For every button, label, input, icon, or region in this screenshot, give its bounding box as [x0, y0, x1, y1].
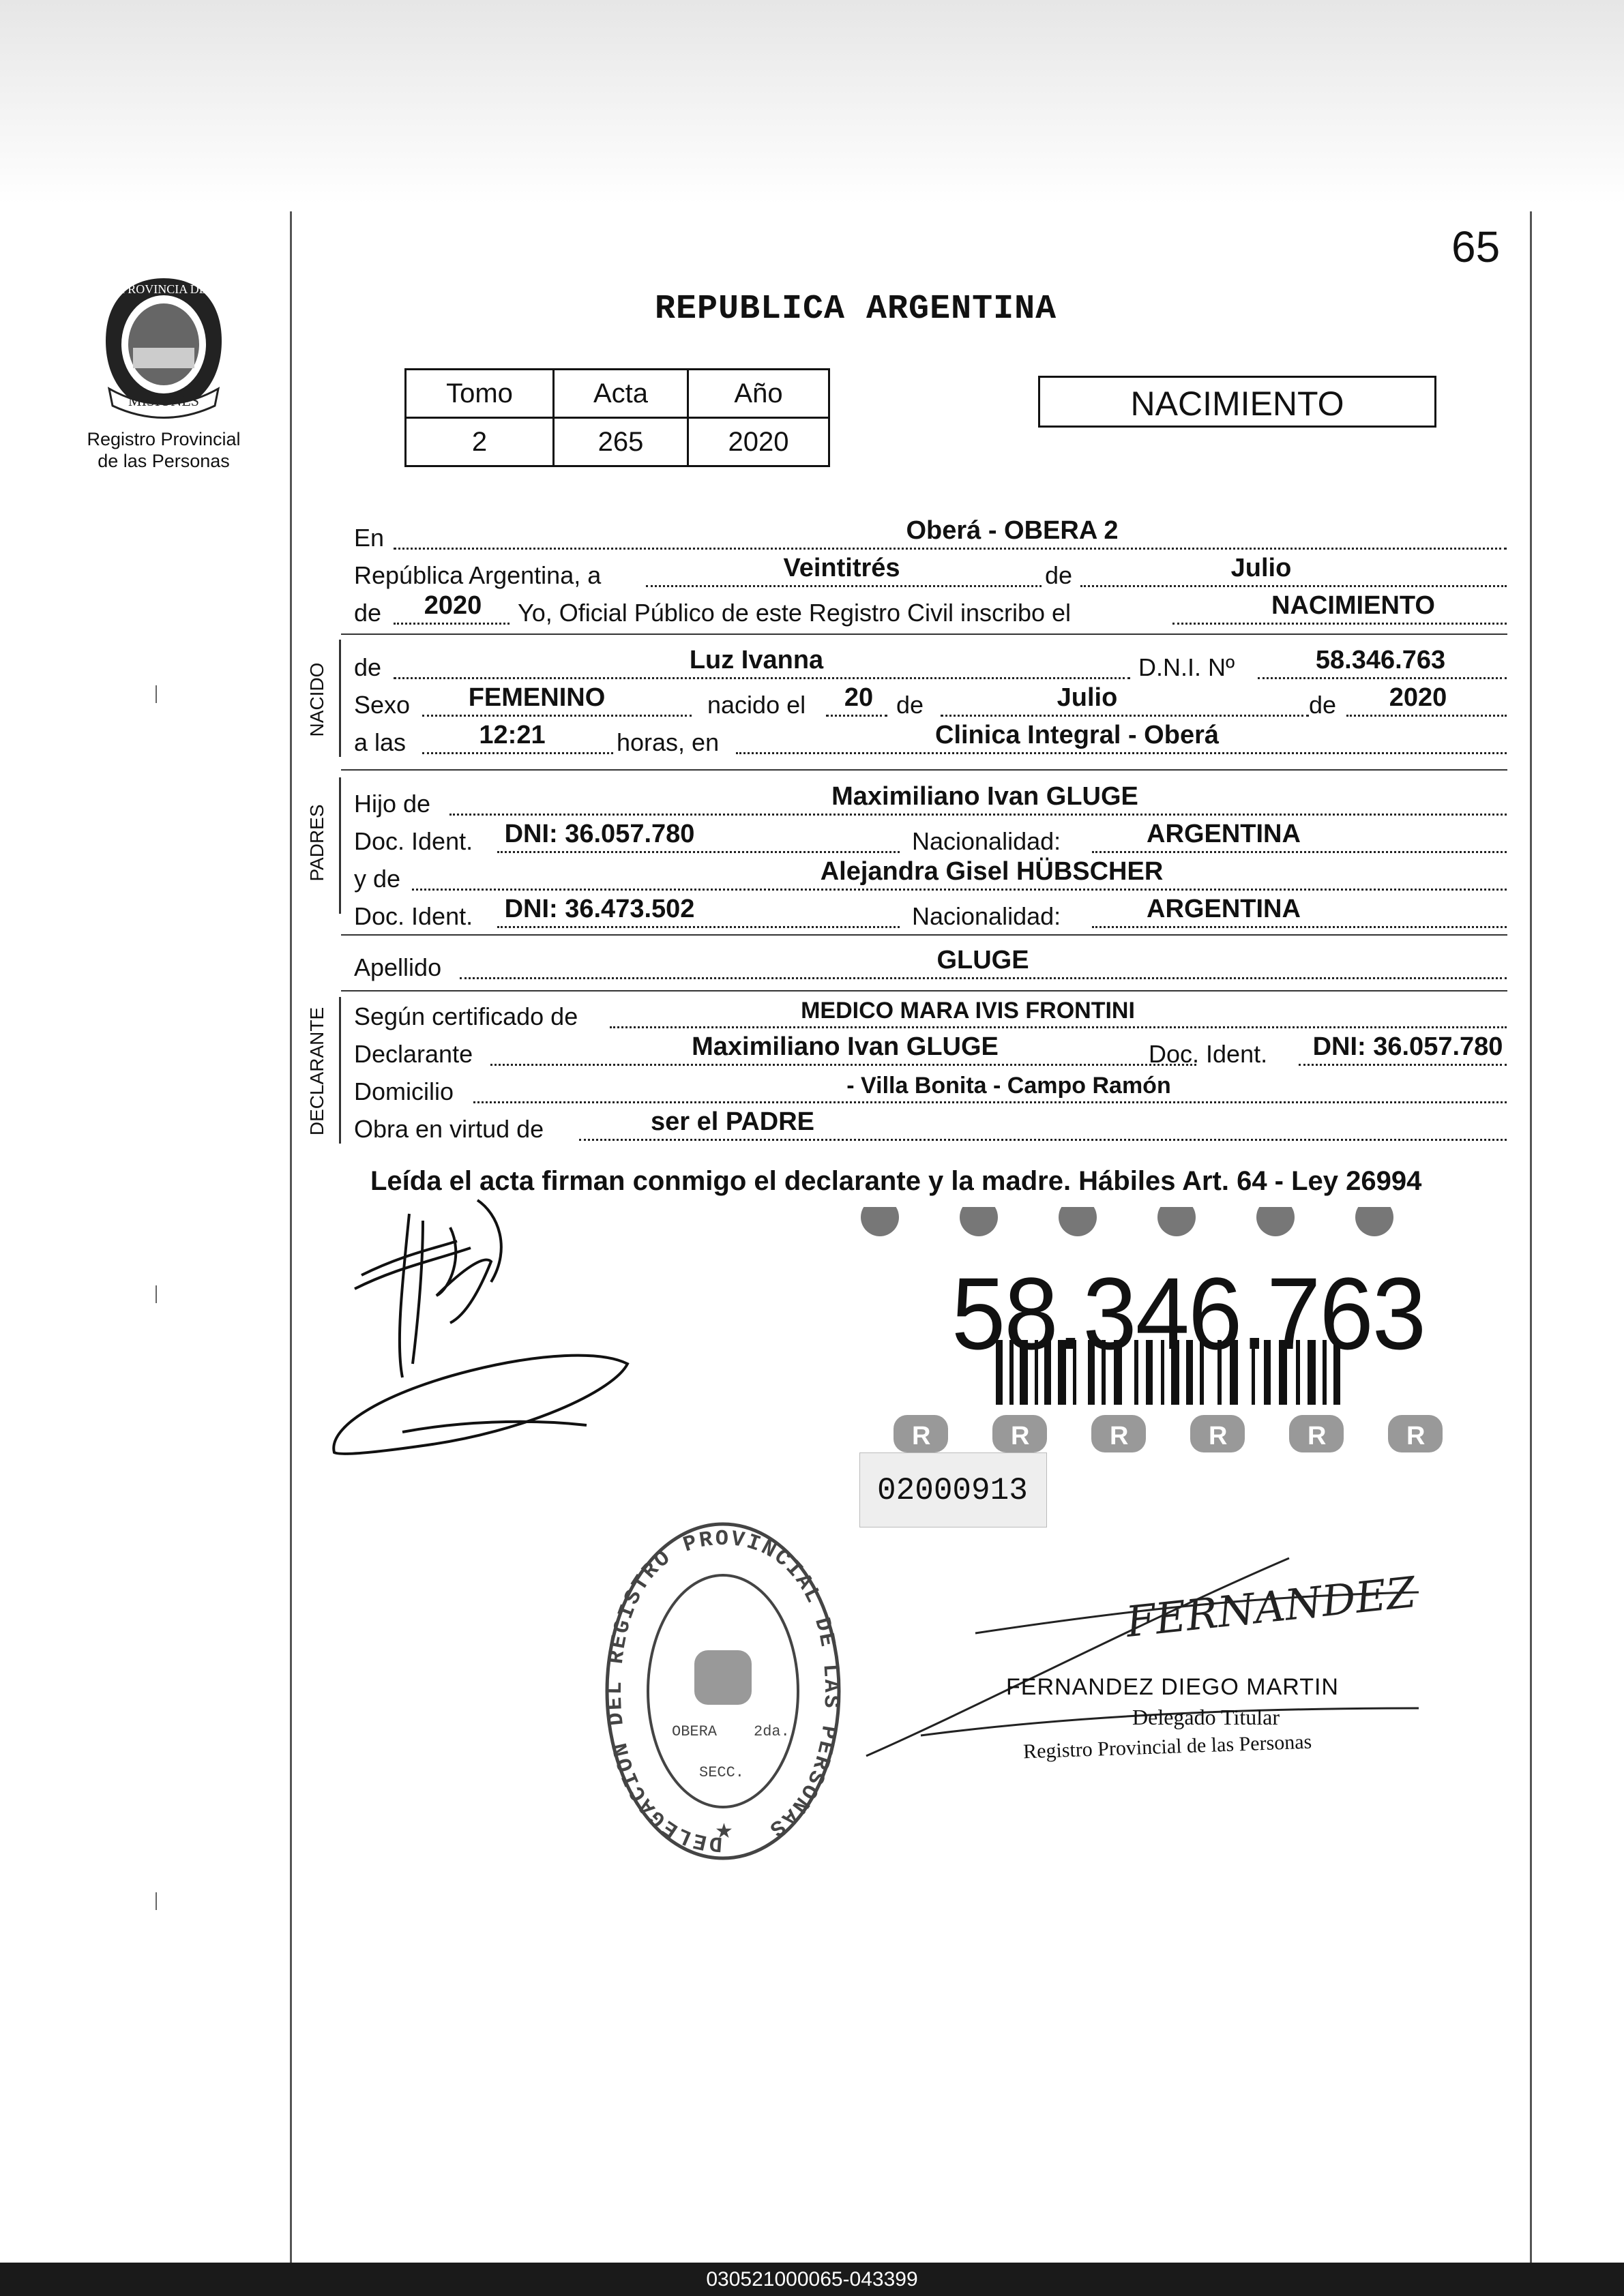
dotted-line	[412, 888, 1507, 891]
inscribe-value: NACIMIENTO	[1271, 591, 1435, 620]
hijo-value: Maximiliano Ivan GLUGE	[831, 782, 1138, 811]
republica-day-value: Veintitrés	[783, 554, 900, 582]
dotted-line	[460, 976, 1507, 979]
cert-value: MEDICO MARA IVIS FRONTINI	[801, 998, 1135, 1024]
dotted-line	[1258, 676, 1507, 679]
row-nacido-name	[354, 648, 1507, 682]
nacido-de3-label: de	[1309, 691, 1337, 719]
year-de-label: de	[354, 599, 382, 627]
dotted-line	[1092, 850, 1507, 853]
alas-value: 12:21	[479, 721, 546, 749]
sexo-value: FEMENINO	[468, 683, 606, 712]
dotted-line	[497, 850, 900, 853]
signatory-role: Delegado Titular	[1132, 1705, 1280, 1729]
yde-label: y de	[354, 865, 401, 893]
yo-text: Yo, Oficial Público de este Registro Civil inscribo el	[518, 599, 1072, 627]
dotted-line	[826, 714, 887, 717]
page-number: 65	[1451, 222, 1501, 271]
section-separator	[341, 633, 1507, 635]
section-separator	[341, 990, 1507, 992]
row-hijo-de	[354, 784, 1507, 818]
pattern-letter: R	[1110, 1422, 1129, 1450]
republica-month-value: Julio	[1230, 554, 1292, 582]
punch-mark	[156, 1285, 157, 1303]
value-acta: 265	[554, 418, 688, 466]
value-tomo: 2	[406, 418, 554, 466]
dotted-line	[579, 1138, 1507, 1141]
year-value: 2020	[424, 591, 482, 620]
dotted-line	[1092, 925, 1507, 928]
dotted-line	[1080, 584, 1507, 587]
stamp-inner-left: OBERA	[672, 1723, 718, 1740]
apellido-value: GLUGE	[936, 946, 1029, 974]
footer-code: 030521000065-043399	[0, 2263, 1624, 2296]
signatory-org: Registro Provincial de las Personas	[1022, 1730, 1312, 1763]
pattern-letter: R	[1209, 1422, 1228, 1450]
pattern-letter: R	[1308, 1422, 1327, 1450]
republica-de-label: de	[1045, 561, 1073, 589]
dotted-line	[394, 547, 1507, 550]
row-y-de	[354, 859, 1507, 893]
logo-caption	[68, 428, 259, 472]
value-ano: 2020	[688, 418, 829, 466]
header-tomo: Tomo	[406, 370, 554, 418]
hijo-label: Hijo de	[354, 790, 431, 818]
decl-doc-label: Doc. Ident.	[1149, 1040, 1268, 1068]
stamp-inner-bottom: SECC.	[699, 1764, 745, 1781]
nac2-value: ARGENTINA	[1147, 895, 1301, 923]
dni-sticker	[856, 1207, 1453, 1452]
seal-bottom-text: MISIONES	[128, 392, 199, 409]
en-label: En	[354, 524, 385, 552]
nacido-name-value: Luz Ivanna	[689, 646, 824, 674]
decl-value: Maximiliano Ivan GLUGE	[692, 1032, 999, 1061]
pattern-letter: R	[1011, 1422, 1030, 1450]
cert-label: Según certificado de	[354, 1002, 578, 1030]
left-margin-line	[290, 211, 292, 2264]
dotted-line	[1299, 1063, 1507, 1066]
signatory-name: FERNANDEZ DIEGO MARTIN	[1006, 1674, 1339, 1700]
official-stamp	[600, 1517, 846, 1865]
section-label-padres: PADRES	[306, 804, 327, 882]
dotted-line	[941, 714, 1309, 717]
nacido-el-label: nacido el	[707, 691, 806, 719]
section-separator	[341, 934, 1507, 936]
pattern-letter: R	[1406, 1422, 1426, 1450]
section-label-declarante: DECLARANTE	[306, 1007, 327, 1136]
declarante-bracket	[339, 997, 341, 1144]
nacido-de-label: de	[354, 653, 382, 681]
dotted-line	[610, 1026, 1507, 1028]
pattern-letter: R	[912, 1422, 931, 1450]
yde-value: Alejandra Gisel HÜBSCHER	[820, 857, 1164, 886]
declarant-signature	[321, 1187, 648, 1473]
row-doc-padre	[354, 822, 1507, 856]
section-label-nacido: NACIDO	[306, 662, 327, 737]
row-apellido	[354, 948, 1507, 982]
row-sexo	[354, 685, 1507, 719]
province-seal-logo	[95, 273, 232, 419]
nac2-label: Nacionalidad:	[912, 902, 1061, 930]
dni-value: 58.346.763	[1315, 646, 1446, 674]
nacido-year-value: 2020	[1389, 683, 1447, 712]
obra-value: ser el PADRE	[650, 1107, 815, 1136]
row-domicilio	[354, 1072, 1507, 1106]
dotted-line	[1172, 622, 1507, 625]
dotted-line	[394, 622, 510, 625]
dotted-line	[473, 1101, 1507, 1103]
dotted-line	[497, 925, 900, 928]
horas-label: horas, en	[617, 728, 720, 756]
record-table	[404, 368, 830, 467]
row-obra	[354, 1109, 1507, 1144]
dom-value: - Villa Bonita - Campo Ramón	[846, 1073, 1171, 1099]
dotted-line	[394, 676, 1130, 679]
punch-mark	[156, 685, 157, 703]
dotted-line	[449, 813, 1507, 816]
stamp-inner-right: 2da.	[754, 1723, 790, 1740]
scan-shadow	[0, 0, 1624, 205]
dotted-line	[736, 751, 1507, 754]
republica-label: República Argentina, a	[354, 561, 602, 589]
doc1-value: DNI: 36.057.780	[504, 820, 695, 848]
dotted-line	[646, 584, 1042, 587]
dom-label: Domicilio	[354, 1077, 454, 1105]
alas-label: a las	[354, 728, 407, 756]
nacido-bracket	[339, 640, 341, 757]
dotted-line	[1346, 714, 1507, 717]
sticker-dni-number: 58.346.763	[951, 1256, 1426, 1371]
document-title: REPUBLICA ARGENTINA	[655, 290, 1057, 329]
row-certificado	[354, 997, 1507, 1031]
row-year-inscribe	[354, 593, 1507, 627]
doc1-label: Doc. Ident.	[354, 827, 473, 855]
section-separator	[341, 769, 1507, 771]
header-ano: Año	[688, 370, 829, 418]
doc2-label: Doc. Ident.	[354, 902, 473, 930]
obra-label: Obra en virtud de	[354, 1115, 544, 1143]
closing-note: Leída el acta firman conmigo el declarante y la madre. Hábiles Art. 64 - Ley 26994	[370, 1166, 1422, 1196]
decl-doc-value: DNI: 36.057.780	[1312, 1032, 1503, 1061]
control-number: 02000913	[859, 1452, 1047, 1527]
dotted-line	[422, 751, 613, 754]
right-margin-line	[1530, 211, 1532, 2264]
dni-label: D.N.I. Nº	[1138, 653, 1235, 681]
row-republica	[354, 556, 1507, 590]
act-type-box: NACIMIENTO	[1038, 376, 1436, 428]
row-en	[354, 518, 1507, 552]
logo-caption-line2: de las Personas	[98, 451, 230, 471]
apellido-label: Apellido	[354, 953, 442, 981]
row-hora-lugar	[354, 723, 1507, 757]
logo-caption-line1: Registro Provincial	[87, 429, 241, 449]
nacido-day-value: 20	[844, 683, 874, 712]
nac1-label: Nacionalidad:	[912, 827, 1061, 855]
en-value: Oberá - OBERA 2	[906, 516, 1119, 545]
seal-top-text: PROVINCIA DE	[121, 282, 207, 296]
stamp-ring-text: DELEGACION DEL REGISTRO PROVINCIAL DE LAS PERSONAS	[602, 1525, 844, 1857]
row-doc-madre	[354, 897, 1507, 931]
punch-mark	[156, 1892, 157, 1910]
signature-handwriting: FERNANDEZ	[1123, 1566, 1418, 1648]
nac1-value: ARGENTINA	[1147, 820, 1301, 848]
doc2-value: DNI: 36.473.502	[504, 895, 695, 923]
row-declarante	[354, 1034, 1507, 1069]
dotted-line	[422, 714, 692, 717]
padres-bracket	[339, 777, 341, 914]
dotted-line	[490, 1063, 1196, 1066]
nacido-month-value: Julio	[1057, 683, 1118, 712]
horas-place-value: Clinica Integral - Oberá	[935, 721, 1219, 749]
nacido-de2-label: de	[896, 691, 924, 719]
sexo-label: Sexo	[354, 691, 411, 719]
header-acta: Acta	[554, 370, 688, 418]
svg-text:★: ★	[715, 1820, 733, 1843]
decl-label: Declarante	[354, 1040, 473, 1068]
